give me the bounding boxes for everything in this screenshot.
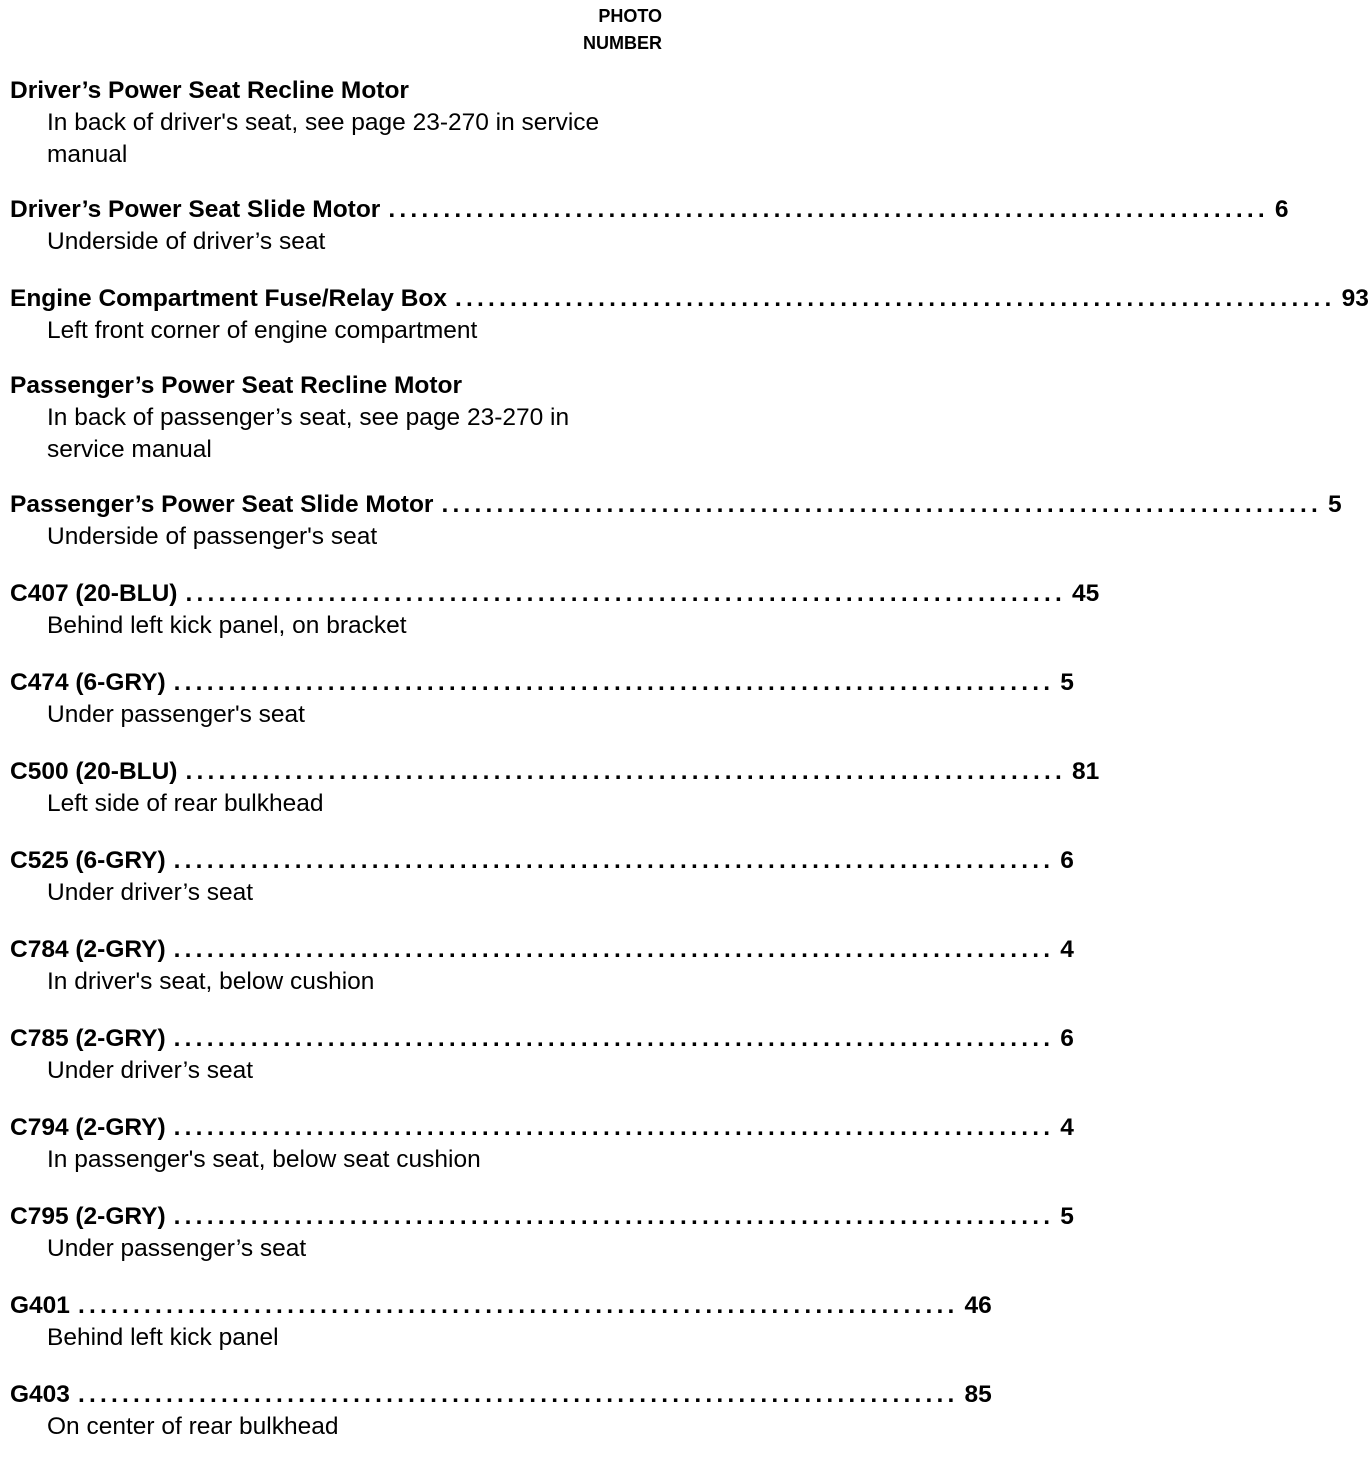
entry-description: Under driver’s seat <box>47 1057 254 1084</box>
entry-description: Underside of driver’s seat <box>47 228 326 255</box>
entry-description: Behind left kick panel <box>47 1324 279 1351</box>
entry-title-row <box>10 577 1100 610</box>
list-item <box>10 1289 992 1354</box>
list-item <box>10 933 1074 998</box>
entry-title-row <box>10 755 1100 788</box>
photo-number: 93 <box>1341 285 1369 312</box>
entry-title: Passenger’s Power Seat Slide Motor <box>10 491 434 518</box>
leader-dots: ................................................................................ <box>173 669 1055 696</box>
entry-title-row <box>10 282 1369 315</box>
entry-title: Driver’s Power Seat Slide Motor <box>10 196 381 223</box>
photo-number: 6 <box>1060 1025 1074 1052</box>
photo-number: 81 <box>1072 758 1100 785</box>
entry-title: G401 <box>10 1292 70 1319</box>
list-item <box>10 193 1289 258</box>
entry-title-row <box>10 1289 992 1322</box>
photo-number: 5 <box>1328 491 1342 518</box>
list-item <box>10 844 1074 909</box>
list-item <box>10 1378 992 1443</box>
leader-dots: ................................................................................ <box>173 1025 1055 1052</box>
entry-title: C474 (6-GRY) <box>10 669 166 696</box>
component-location-list <box>10 74 1369 1443</box>
entry-title-row <box>10 74 652 107</box>
leader-dots: ................................................................................ <box>173 936 1055 963</box>
entry-title: C407 (20-BLU) <box>10 580 178 607</box>
entry-title-row <box>10 844 1074 877</box>
entry-title-row <box>10 1111 1074 1144</box>
entry-title-row <box>10 369 652 402</box>
photo-number: 5 <box>1060 669 1074 696</box>
entry-title-row <box>10 1378 992 1411</box>
entry-description: Underside of passenger's seat <box>47 523 378 550</box>
leader-dots: ................................................................................ <box>185 758 1067 785</box>
entry-description: Under driver’s seat <box>47 879 254 906</box>
list-item <box>10 369 652 466</box>
list-item <box>10 282 1369 347</box>
leader-dots: ................................................................................ <box>441 491 1323 518</box>
leader-dots: ................................................................................ <box>77 1381 959 1408</box>
entry-title: C795 (2-GRY) <box>10 1203 166 1230</box>
leader-dots: ................................................................................ <box>455 285 1336 312</box>
list-item <box>10 488 1342 553</box>
entry-title: Engine Compartment Fuse/Relay Box <box>10 285 448 312</box>
entry-description: Behind left kick panel, on bracket <box>47 612 407 639</box>
entry-title: Driver’s Power Seat Recline Motor <box>10 77 409 104</box>
entry-description: In back of passenger’s seat, see page 23-270 in service manual <box>47 404 570 463</box>
list-item <box>10 577 1100 642</box>
header-number: NUMBER <box>583 33 662 53</box>
column-header <box>583 3 662 57</box>
list-item <box>10 74 652 171</box>
list-item <box>10 1200 1074 1265</box>
entry-title-row <box>10 666 1074 699</box>
leader-dots: ................................................................................ <box>173 847 1055 874</box>
entry-title-row <box>10 1200 1074 1233</box>
entry-description: Under passenger's seat <box>47 701 305 728</box>
photo-number: 6 <box>1274 196 1289 223</box>
photo-number: 46 <box>964 1292 992 1319</box>
entry-title-row <box>10 1022 1074 1055</box>
leader-dots: ................................................................................ <box>173 1203 1055 1230</box>
entry-title: G403 <box>10 1381 70 1408</box>
list-item <box>10 755 1100 820</box>
entry-title-row <box>10 933 1074 966</box>
entry-title: C525 (6-GRY) <box>10 847 166 874</box>
entry-title: C785 (2-GRY) <box>10 1025 166 1052</box>
photo-number: 4 <box>1060 936 1074 963</box>
entry-description: In driver's seat, below cushion <box>47 968 375 995</box>
entry-title: C794 (2-GRY) <box>10 1114 166 1141</box>
entry-description: Left front corner of engine compartment <box>47 317 478 344</box>
entry-title: C784 (2-GRY) <box>10 936 166 963</box>
entry-description: In passenger's seat, below seat cushion <box>47 1146 481 1173</box>
entry-title: C500 (20-BLU) <box>10 758 178 785</box>
photo-number: 4 <box>1060 1114 1074 1141</box>
leader-dots: ................................................................................ <box>77 1292 959 1319</box>
entry-title-row <box>10 488 1342 521</box>
list-item <box>10 1022 1074 1087</box>
entry-description: Left side of rear bulkhead <box>47 790 324 817</box>
entry-description: In back of driver's seat, see page 23-270 in service manual <box>47 109 600 168</box>
leader-dots: ................................................................................ <box>185 580 1067 607</box>
header-photo: PHOTO <box>598 6 662 26</box>
leader-dots: ................................................................................ <box>388 196 1269 223</box>
entry-title-row <box>10 193 1289 226</box>
entry-description: On center of rear bulkhead <box>47 1413 339 1440</box>
photo-number: 6 <box>1060 847 1074 874</box>
entry-title: Passenger’s Power Seat Recline Motor <box>10 372 463 399</box>
list-item <box>10 1111 1074 1176</box>
entry-description: Under passenger’s seat <box>47 1235 307 1262</box>
photo-number: 85 <box>964 1381 992 1408</box>
list-item <box>10 666 1074 731</box>
leader-dots: ................................................................................ <box>173 1114 1055 1141</box>
photo-number: 5 <box>1060 1203 1074 1230</box>
photo-number: 45 <box>1072 580 1100 607</box>
